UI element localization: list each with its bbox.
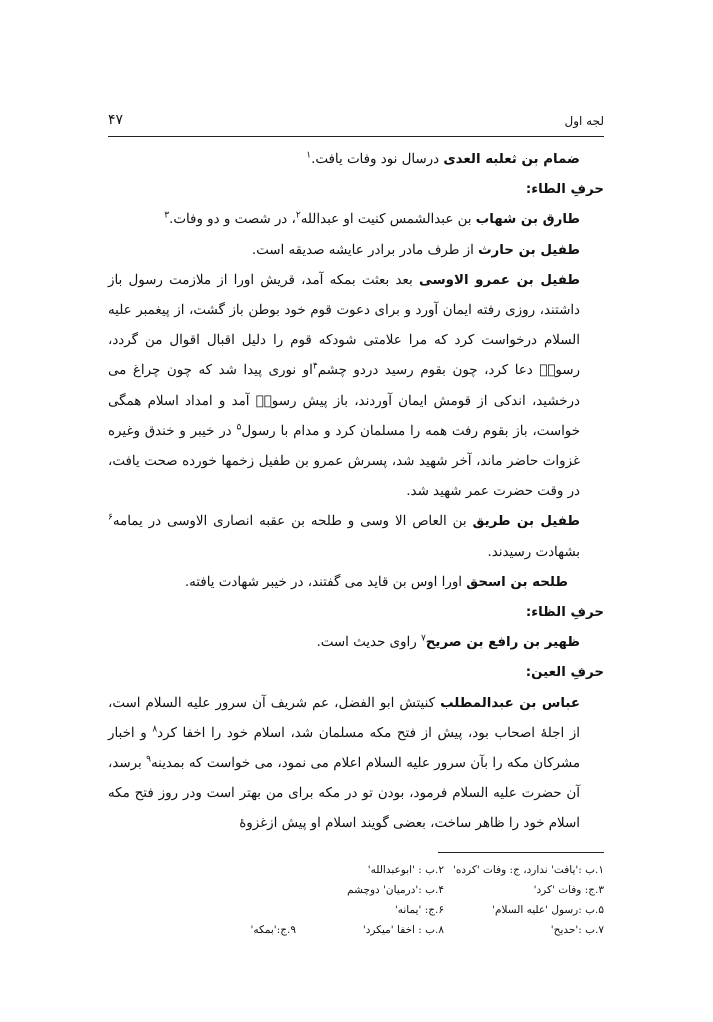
footnote: ۷.ب :'حدیح' [550, 924, 604, 936]
entry-paragraph [108, 689, 604, 840]
page-number: ۴۷ [108, 112, 124, 128]
entry-name: طفیل بن عمرو الاوسی [418, 272, 580, 288]
entry-text: و اخبار مشرکان مکه را بآن سرور علیه السلام اعلام می نمود، می خواست که بمدینه [108, 725, 580, 772]
entry-text: کنیتش ابو الفضل، عم شریف آن سرور علیه السلام است، از اجلهٔ اصحاب بود، پیش از فتح مکه مسلمان شد، اسلام خود را اخفا کرد [108, 695, 580, 741]
entry-name: طفیل بن طریق [472, 514, 580, 530]
entry-name: طلحه بن اسحق [466, 574, 568, 590]
entry-paragraph [108, 568, 604, 598]
section-heading: حرفِ الطاء: [525, 182, 604, 198]
entry-text: برسد، آن حضرت علیه السلام فرمود، بودن تو در مکه برای من بهتر است ودر روز فتح مکه اسلام خود را ظاهر ساخت، بعضی گویند اسلام او پیش ازغزوهٔ [108, 756, 580, 832]
footnote-row [160, 920, 604, 940]
entry-text: در خیبر و خندق وغیره غزوات حاضر ماند، آخر شهید شد، پسرش عمرو بن طفیل زخمها خورده صحت یافت، در وقت حضرت عمر شهید شد. [108, 423, 580, 500]
entry-name: طارق بن شهاب [475, 212, 580, 228]
footnote [160, 900, 296, 920]
entry-name: طفیل بن حارث [478, 242, 580, 258]
entry-text: اورا اوس بن قاید می گفتند، در خیبر شهادت یافته. [184, 574, 467, 590]
entry-name: ظهیر بن رافع بن صریح [425, 635, 580, 651]
footnote-row [160, 900, 604, 920]
footnote-ref: ۷ [420, 633, 426, 644]
footnote-ref: ۴ [312, 361, 318, 372]
entry-text: راوی حدیث است. [316, 635, 421, 651]
entry-text: درسال نود وفات یافت. [311, 152, 444, 167]
entry-name: ضمام بن ثعلبه العدی [443, 152, 580, 167]
footnote: ۵.ب :رسول 'علیه السلام' [492, 904, 604, 916]
footnote: ۲.ب : 'ابوعبدالله' [367, 864, 444, 876]
footnote-ref: ۸ [152, 724, 158, 735]
footnote: ۴.ب :'درمیان' دوچشم [347, 884, 444, 896]
running-header [108, 110, 604, 136]
entry-paragraph [108, 266, 604, 508]
footnote-ref: ۳ [164, 210, 170, 221]
footnote-row [160, 880, 604, 900]
entry-paragraph [108, 205, 604, 235]
section-heading: حرفِ الظاء: [525, 605, 604, 621]
footnote-rule [438, 852, 604, 853]
footnotes [160, 860, 604, 940]
footnote-ref: ۵ [236, 422, 242, 433]
footnote-ref: ۲ [295, 210, 301, 221]
entry-name: عباس بن عبدالمطلب [440, 695, 580, 711]
entry-text: بشهادت رسیدند. [487, 544, 580, 560]
footnote: ۸.ب : اخفا 'میکرد' [362, 924, 444, 936]
footnote [160, 880, 296, 900]
entry-text: بن العاص الا وسی و طلحه بن عقبه انصاری الاوسی در یمامه [112, 514, 473, 530]
entry-text: از طرف مادر برادر عایشه صدیقه است. [251, 242, 479, 258]
footnote-ref: ۶ [108, 512, 113, 523]
footnote [160, 860, 296, 880]
entry-paragraph [108, 628, 604, 658]
footnote-ref: ۱ [306, 150, 312, 161]
entry-text: ، در شصت و دو وفات. [169, 212, 296, 228]
footnote-row [160, 860, 604, 880]
footnote: ۱.ب :'یافت' ندارد، ج: وفات 'کرده' [452, 864, 604, 876]
entry-text: بعد بعثت بمکه آمد، قریش اورا از ملازمت رسول باز داشتند، روزی رفته ایمان آورد و برای دعوت قوم خود بوطن باز گشت، از پیغمبر علیه السلام درخواست کرد که مرا علامتی شودکه قوم را دلیل اقبال اقوال من گردد، رسولؐ دعا کرد، چون بقوم رسید دردو چشم [108, 272, 580, 379]
footnote-ref: ۹ [146, 754, 151, 765]
entry-text: بن عبدالشمس کنیت او عبدالله [300, 212, 476, 228]
entry-paragraph [108, 507, 604, 567]
footnote: ۳.ج: وفات 'کرد' [533, 884, 604, 896]
footnote: ۶.ج: 'یمانه' [394, 904, 444, 916]
chapter-title: لجه اول [564, 114, 604, 128]
footnote: ۹.ج:'بمکه' [250, 924, 296, 936]
entry-text: او نوری پیدا شد که چون چراغ می درخشید، اندکی از قومش ایمان آوردند، باز پیش رسولؐ آمد و امداد اسلام همگی خواست، باز بقوم رفت همه را مسلمان کرد و مدام با رسول [108, 363, 580, 439]
section-heading: حرفِ العین: [525, 665, 604, 681]
header-rule [108, 136, 604, 137]
main-text [108, 145, 604, 840]
entry-paragraph [108, 145, 604, 175]
entry-paragraph [108, 236, 604, 266]
